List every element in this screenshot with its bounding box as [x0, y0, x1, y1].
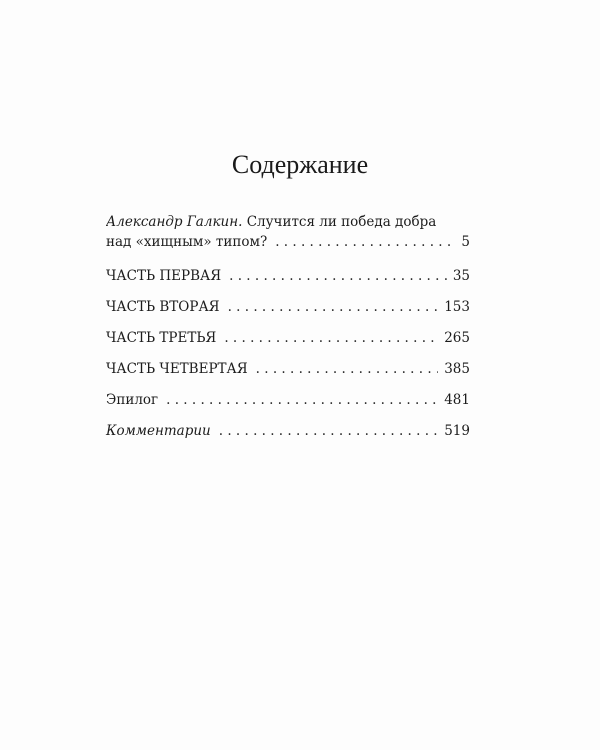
dot-leader — [229, 266, 447, 286]
entry-label: Эпилог — [106, 392, 159, 408]
toc-entry-commentary — [106, 421, 470, 441]
foreword-title-line1: Случится ли победа добра — [246, 214, 437, 230]
entry-label: Комментарии — [106, 423, 211, 439]
page-title: Содержание — [231, 150, 369, 179]
toc-entry-part-three — [106, 328, 470, 348]
page-number: 153 — [444, 299, 470, 315]
entry-label: ЧАСТЬ ПЕРВАЯ — [106, 268, 222, 284]
entry-label: ЧАСТЬ ЧЕТВЕРТАЯ — [106, 361, 248, 377]
page-number: 265 — [444, 330, 470, 346]
page-number: 481 — [444, 392, 470, 408]
dot-leader — [275, 232, 455, 252]
dot-leader — [256, 359, 439, 379]
toc-entry-part-two — [106, 297, 470, 317]
foreword-author: Александр Галкин. — [106, 214, 243, 230]
toc-entry-part-four — [106, 359, 470, 379]
toc-entry-epilogue — [106, 390, 470, 410]
toc-entry-part-one — [106, 266, 470, 286]
page-number: 35 — [452, 268, 470, 284]
table-of-contents — [106, 212, 470, 441]
page-number: 385 — [444, 361, 470, 377]
dot-leader — [224, 328, 438, 348]
page-number: 5 — [461, 234, 470, 250]
entry-label: ЧАСТЬ ВТОРАЯ — [106, 299, 220, 315]
dot-leader — [166, 390, 438, 410]
dot-leader — [219, 421, 438, 441]
dot-leader — [228, 297, 439, 317]
foreword-title-line2: над «хищным» типом? — [106, 234, 268, 250]
entry-label: ЧАСТЬ ТРЕТЬЯ — [106, 330, 217, 346]
page-number: 519 — [444, 423, 470, 439]
toc-entry-foreword — [106, 212, 470, 254]
